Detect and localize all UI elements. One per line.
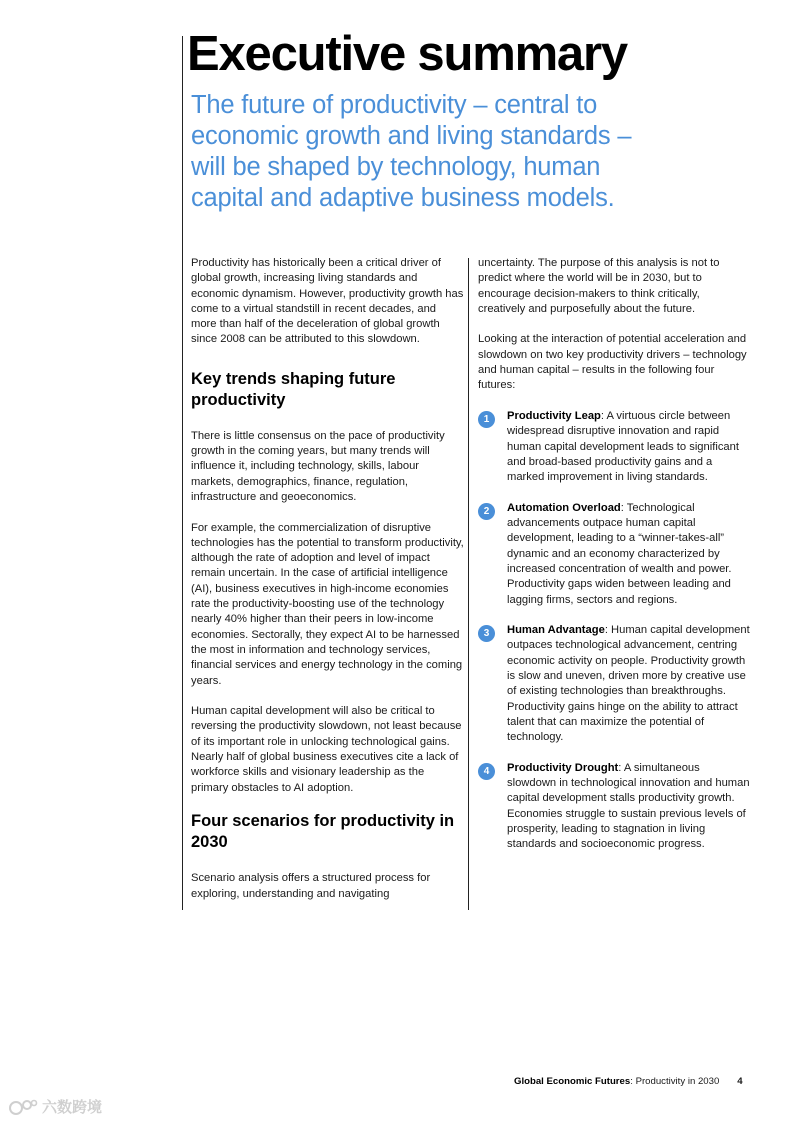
- number-badge: 2: [478, 503, 495, 520]
- scenario-item: [478, 761, 750, 853]
- trends-heading: Key trends shaping future productivity: [191, 369, 396, 409]
- trends-paragraph: Human capital development will also be critical to reversing the productivity slowdown, not least because of its important role in unlocking technological gains. Nearly half of global business executives cite a lack of workforce skills and visionary leadership as the primary obstacles to AI adoption.: [191, 705, 462, 794]
- page-title: Executive summary: [187, 27, 627, 81]
- scenarios-heading: Four scenarios for productivity in 2030: [191, 812, 455, 852]
- scenario-item: [478, 623, 750, 745]
- right-column: [478, 256, 750, 868]
- scenario-title: Productivity Leap: [507, 409, 601, 422]
- scenario-description: : Technological advancements outpace human capital development, leading to a “winner-takes-all” dynamic and an economy characterized by increased concentration of wealth and power. Productivity gaps widen between leading and lagging firms, sectors and regions.: [507, 501, 732, 606]
- scenario-description: : A simultaneous slowdown in technological innovation and human capital development stalls productivity growth. Economies struggle to sustain previous levels of prosperity, leading to stagnation in living standards and socioeconomic progress.: [507, 761, 750, 851]
- scenario-title: Human Advantage: [507, 624, 605, 637]
- scenario-item: [478, 409, 750, 485]
- number-badge: 1: [478, 411, 495, 428]
- scenario-description: : A virtuous circle between widespread disruptive innovation and rapid human capital development leads to significant and broad-based productivity gains and a marked improvement in living standards.: [507, 409, 739, 484]
- column-rule: [468, 258, 469, 910]
- heading-rule: [182, 36, 183, 910]
- intro-paragraph: Productivity has historically been a critical driver of global growth, increasing living standards and economic dynamism. However, productivity growth has come to a virtual standstill in recent decades, and more than half of the deceleration of global growth since 2008 can be attributed to this slowdown.: [191, 257, 464, 346]
- lead-in-paragraph: Looking at the interaction of potential acceleration and slowdown on two key productivity drivers – technology and human capital – results in the following four futures:: [478, 333, 747, 392]
- footer-report-title: Global Economic Futures: [514, 1076, 631, 1087]
- trends-paragraph: There is little consensus on the pace of productivity growth in the coming years, but many trends will influence it, including technology, skills, labour markets, demographics, finance, regulation, infrastructure and geoeconomics.: [191, 429, 445, 503]
- number-badge: 4: [478, 763, 495, 780]
- scenario-title: Automation Overload: [507, 501, 621, 514]
- scenarios-intro: Scenario analysis offers a structured process for exploring, understanding and navigating: [191, 872, 431, 900]
- number-badge: 3: [478, 625, 495, 642]
- footer-separator: :: [630, 1076, 636, 1087]
- watermark: [8, 1096, 102, 1117]
- scenario-title: Productivity Drought: [507, 761, 619, 774]
- trends-paragraph: For example, the commercialization of disruptive technologies has the potential to transform productivity, although the rate of adoption and level of impact remain uncertain. In the case of artificial intelligence (AI), business executives in high-income economies rate the productivity-boosting use of the technology nearly 40% higher than their peers in low-income economies. Sectorally, they expect AI to be harnessed the most in information and technology services, financial services and energy technology in the coming years.: [191, 521, 464, 687]
- footer-topic: Productivity in 2030: [635, 1076, 720, 1087]
- page-subtitle: The future of productivity – central to economic growth and living standards – will be shaped by technology, human capital and adaptive business models.: [191, 91, 632, 212]
- watermark-logo-icon: [8, 1098, 38, 1116]
- left-column: [191, 256, 464, 917]
- continuation-paragraph: uncertainty. The purpose of this analysis is not to predict where the world will be in 2030, but to encourage decision-makers to think critically, creatively and purposefully about the future.: [478, 257, 720, 315]
- page-footer: [514, 1076, 743, 1087]
- watermark-text: 六数跨境: [42, 1099, 103, 1116]
- scenario-item: [478, 501, 750, 608]
- scenario-description: : Human capital development outpaces technological advancement, centring economic activity on people. Productivity growth is slow and uneven, driven more by creative use of existing technologies than breakthroughs. Productivity gains hinge on the ability to attract talent that can maximize the potential of technology.: [507, 624, 750, 744]
- page-number: 4: [737, 1076, 743, 1087]
